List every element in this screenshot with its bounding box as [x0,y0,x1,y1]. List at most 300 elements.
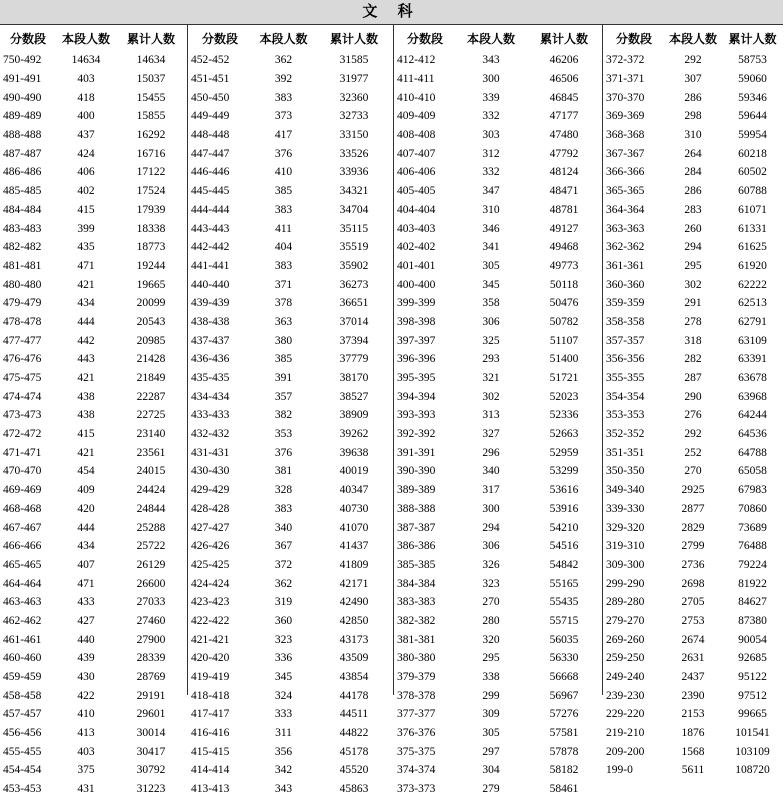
table-row [0,518,186,537]
table-row [394,574,602,593]
table-row [188,518,393,537]
segment-count-cell: 383 [274,502,293,515]
segment-count-cell: 410 [77,708,95,721]
score-range-cell: 395-395 [397,372,436,385]
table-row [0,51,186,70]
score-range-cell: 441-441 [191,259,230,272]
cumulative-count-cell: 43854 [339,671,369,684]
score-table [188,25,393,799]
cumulative-count-cell: 54210 [549,521,579,534]
segment-count-cell: 286 [684,91,702,104]
table-row [603,201,784,220]
header-range: 分数段 [201,31,238,46]
cumulative-count-cell: 76488 [738,540,767,553]
cumulative-count-cell: 44822 [339,727,369,740]
segment-count-cell: 421 [77,278,95,291]
cumulative-count-cell: 52663 [549,428,579,441]
table-row [188,369,393,388]
cumulative-count-cell: 53616 [549,484,579,497]
segment-count-cell: 372 [274,558,293,571]
score-range-cell: 369-369 [606,110,645,123]
cumulative-count-cell: 32360 [339,91,369,104]
table-row [188,257,393,276]
score-range-cell: 486-486 [3,166,42,179]
cumulative-count-cell: 25722 [136,540,166,553]
table-row [394,425,602,444]
score-range-cell: 401-401 [397,259,436,272]
cumulative-count-cell: 47177 [549,110,579,123]
score-range-cell: 402-402 [397,241,436,254]
score-range-cell: 415-415 [191,745,230,758]
score-range-cell: 362-362 [606,241,645,254]
segment-count-cell: 418 [77,91,95,104]
score-range-cell: 389-389 [397,484,436,497]
table-row [188,294,393,313]
cumulative-count-cell: 47792 [549,147,579,160]
score-range-cell: 422-422 [191,614,230,627]
table-row [188,331,393,350]
segment-count-cell: 376 [274,446,293,459]
segment-count-cell: 442 [77,334,95,347]
score-range-cell: 489-489 [3,110,42,123]
score-range-cell: 409-409 [397,110,436,123]
segment-count-cell: 391 [274,372,293,385]
score-table [394,25,602,799]
table-row [188,742,393,761]
table-row [603,556,784,575]
segment-count-cell: 471 [77,577,95,590]
cumulative-count-cell: 37779 [339,353,369,366]
column-block-2 [187,25,393,796]
cumulative-count-cell: 39638 [339,446,369,459]
cumulative-count-cell: 22287 [136,390,166,403]
score-range-cell: 357-357 [606,334,645,347]
cumulative-count-cell: 62791 [738,315,767,328]
table-row [0,481,186,500]
cumulative-count-cell: 51400 [549,353,579,366]
cumulative-count-cell: 47480 [549,129,579,142]
score-range-cell: 309-300 [606,558,645,571]
table-row [0,313,186,332]
score-range-cell: 420-420 [191,652,230,665]
segment-count-cell: 264 [684,147,702,160]
cumulative-count-cell: 24844 [136,502,166,515]
table-row [0,201,186,220]
score-range-cell: 449-449 [191,110,230,123]
table-row [603,649,784,668]
score-range-cell: 469-469 [3,484,42,497]
table-row [603,350,784,369]
segment-count-cell: 339 [482,91,500,104]
table-row [188,350,393,369]
table-row [188,649,393,668]
cumulative-count-cell: 46206 [549,54,579,67]
segment-count-cell: 313 [482,409,500,422]
header-cumulative: 累计人数 [329,31,378,46]
table-row [603,275,784,294]
cumulative-count-cell: 63678 [738,372,767,385]
segment-count-cell: 290 [684,390,702,403]
table-row [603,724,784,743]
segment-count-cell: 336 [274,652,293,665]
score-range-cell: 249-240 [606,671,645,684]
table-row [394,556,602,575]
segment-count-cell: 347 [482,185,500,198]
cumulative-count-cell: 63968 [738,390,767,403]
score-range-cell: 429-429 [191,484,230,497]
score-range-cell: 368-368 [606,129,645,142]
score-range-cell: 380-380 [397,652,436,665]
segment-count-cell: 340 [482,465,500,478]
cumulative-count-cell: 40347 [339,484,369,497]
cumulative-count-cell: 67983 [738,484,767,497]
score-range-cell: 466-466 [3,540,42,553]
score-range-cell: 279-270 [606,614,645,627]
table-row [603,574,784,593]
segment-count-cell: 299 [482,689,500,702]
segment-count-cell: 294 [482,521,500,534]
segment-count-cell: 294 [684,241,702,254]
table-row [0,219,186,238]
cumulative-count-cell: 14634 [136,54,166,67]
header-range: 分数段 [406,31,443,46]
cumulative-count-cell: 57276 [549,708,579,721]
table-row [0,275,186,294]
header-range: 分数段 [615,31,652,46]
header-row [0,25,186,51]
segment-count-cell: 385 [274,185,293,198]
score-range-cell: 475-475 [3,372,42,385]
cumulative-count-cell: 103109 [735,745,770,758]
segment-count-cell: 252 [684,446,702,459]
table-row [0,462,186,481]
cumulative-count-cell: 31585 [339,54,369,67]
header-row [394,25,602,51]
cumulative-count-cell: 34321 [339,185,369,198]
score-range-cell: 425-425 [191,558,230,571]
segment-count-cell: 260 [684,222,702,235]
cumulative-count-cell: 49468 [549,241,579,254]
segment-count-cell: 318 [684,334,702,347]
cumulative-count-cell: 99665 [738,708,767,721]
score-range-cell: 404-404 [397,203,436,216]
score-range-cell: 393-393 [397,409,436,422]
table-row [394,742,602,761]
segment-count-cell: 345 [482,278,500,291]
segment-count-cell: 303 [482,129,500,142]
table-row [0,350,186,369]
cumulative-count-cell: 57878 [549,745,579,758]
cumulative-count-cell: 19244 [136,259,166,272]
segment-count-cell: 325 [482,334,500,347]
segment-count-cell: 471 [77,259,95,272]
score-range-cell: 414-414 [191,764,230,777]
segment-count-cell: 431 [77,783,95,796]
cumulative-count-cell: 73689 [738,521,767,534]
table-row [188,500,393,519]
cumulative-count-cell: 42850 [339,614,369,627]
column-block-1 [0,25,186,796]
segment-count-cell: 409 [77,484,95,497]
cumulative-count-cell: 18773 [136,241,166,254]
cumulative-count-cell: 15855 [136,110,166,123]
score-range-cell: 485-485 [3,185,42,198]
segment-count-cell: 327 [482,428,500,441]
cumulative-count-cell: 64788 [738,446,767,459]
segment-count-cell: 5611 [681,764,705,777]
score-range-cell: 419-419 [191,671,230,684]
segment-count-cell: 392 [274,73,293,86]
score-range-cell: 375-375 [397,745,436,758]
segment-count-cell: 296 [482,446,500,459]
segment-count-cell: 407 [77,558,95,571]
score-range-cell: 382-382 [397,614,436,627]
segment-count-cell: 420 [77,502,95,515]
table-row [394,144,602,163]
table-row [394,518,602,537]
table-row [603,668,784,687]
table-row [603,107,784,126]
header-cumulative: 累计人数 [126,31,175,46]
cumulative-count-cell: 36651 [339,297,369,310]
cumulative-count-cell: 25288 [136,521,166,534]
score-range-cell: 410-410 [397,91,436,104]
score-range-cell: 392-392 [397,428,436,441]
segment-count-cell: 417 [274,129,293,142]
segment-count-cell: 2698 [681,577,705,590]
table-row [603,219,784,238]
cumulative-count-cell: 20543 [136,315,166,328]
cumulative-count-cell: 57581 [549,727,579,740]
cumulative-count-cell: 95122 [738,671,767,684]
cumulative-count-cell: 24424 [136,484,166,497]
table-row [603,144,784,163]
cumulative-count-cell: 19665 [136,278,166,291]
table-row [0,649,186,668]
score-range-cell: 463-463 [3,596,42,609]
score-range-cell: 384-384 [397,577,436,590]
segment-count-cell: 341 [482,241,500,254]
score-range-cell: 424-424 [191,577,230,590]
segment-count-cell: 292 [684,428,702,441]
score-range-cell: 412-412 [397,54,436,67]
score-range-cell: 353-353 [606,409,645,422]
table-row [0,238,186,257]
cumulative-count-cell: 30417 [136,745,166,758]
score-range-cell: 399-399 [397,297,436,310]
segment-count-cell: 413 [77,727,95,740]
score-range-cell: 269-260 [606,633,645,646]
segment-count-cell: 373 [274,110,293,123]
cumulative-count-cell: 15037 [136,73,166,86]
cumulative-count-cell: 22725 [136,409,166,422]
segment-count-cell: 438 [77,409,95,422]
table-row [0,331,186,350]
score-range-cell: 406-406 [397,166,436,179]
segment-count-cell: 311 [275,727,292,740]
cumulative-count-cell: 50782 [549,315,579,328]
score-range-cell: 487-487 [3,147,42,160]
score-range-cell: 416-416 [191,727,230,740]
table-row [188,313,393,332]
cumulative-count-cell: 97512 [738,689,767,702]
header-count: 本段人数 [466,31,515,46]
segment-count-cell: 305 [482,259,500,272]
cumulative-count-cell: 50476 [549,297,579,310]
segment-count-cell: 358 [482,297,500,310]
score-range-cell: 356-356 [606,353,645,366]
score-range-cell: 428-428 [191,502,230,515]
segment-count-cell: 306 [482,540,500,553]
segment-count-cell: 2705 [681,596,705,609]
cumulative-count-cell: 64536 [738,428,767,441]
table-row [0,163,186,182]
cumulative-count-cell: 38170 [339,372,369,385]
cumulative-count-cell: 81922 [738,577,767,590]
cumulative-count-cell: 49127 [549,222,579,235]
table-row [394,182,602,201]
segment-count-cell: 300 [482,73,500,86]
segment-count-cell: 440 [77,633,95,646]
cumulative-count-cell: 18338 [136,222,166,235]
cumulative-count-cell: 63109 [738,334,767,347]
segment-count-cell: 367 [274,540,293,553]
cumulative-count-cell: 64244 [738,409,767,422]
table-row [394,705,602,724]
table-row [394,406,602,425]
table-row [603,387,784,406]
segment-count-cell: 434 [77,297,95,310]
score-range-cell: 370-370 [606,91,645,104]
score-range-cell: 417-417 [191,708,230,721]
segment-count-cell: 338 [482,671,500,684]
segment-count-cell: 403 [77,73,95,86]
table-row [0,780,186,799]
table-row [394,257,602,276]
score-range-cell: 444-444 [191,203,230,216]
table-row [394,350,602,369]
cumulative-count-cell: 16716 [136,147,166,160]
table-row [603,500,784,519]
segment-count-cell: 2674 [681,633,705,646]
segment-count-cell: 346 [482,222,500,235]
header-cumulative: 累计人数 [728,31,777,46]
cumulative-count-cell: 28769 [136,671,166,684]
cumulative-count-cell: 70860 [738,502,767,515]
segment-count-cell: 14634 [71,54,101,67]
score-range-cell: 423-423 [191,596,230,609]
cumulative-count-cell: 50118 [549,278,579,291]
cumulative-count-cell: 60218 [738,147,767,160]
table-row [188,88,393,107]
segment-count-cell: 324 [274,689,293,702]
segment-count-cell: 380 [274,334,293,347]
table-row [394,126,602,145]
table-row [188,201,393,220]
segment-count-cell: 411 [275,222,292,235]
cumulative-count-cell: 21428 [136,353,166,366]
cumulative-count-cell: 53916 [549,502,579,515]
cumulative-count-cell: 92685 [738,652,767,665]
segment-count-cell: 298 [684,110,702,123]
table-row [394,70,602,89]
table-row [603,126,784,145]
table-row [0,724,186,743]
segment-count-cell: 439 [77,652,95,665]
table-row [188,481,393,500]
cumulative-count-cell: 55435 [549,596,579,609]
cumulative-count-cell: 62513 [738,297,767,310]
cumulative-count-cell: 17524 [136,185,166,198]
segment-count-cell: 312 [482,147,500,160]
score-range-cell: 372-372 [606,54,645,67]
table-row [0,705,186,724]
score-range-cell: 459-459 [3,671,42,684]
score-range-cell: 363-363 [606,222,645,235]
score-range-cell: 455-455 [3,745,42,758]
score-range-cell: 473-473 [3,409,42,422]
cumulative-count-cell: 61625 [738,241,767,254]
segment-count-cell: 400 [77,110,95,123]
score-range-cell: 361-361 [606,259,645,272]
table-row [603,257,784,276]
score-range-cell: 483-483 [3,222,42,235]
cumulative-count-cell: 53299 [549,465,579,478]
cumulative-count-cell: 59644 [738,110,767,123]
cumulative-count-cell: 61071 [738,203,767,216]
table-row [188,144,393,163]
segment-count-cell: 293 [482,353,500,366]
segment-count-cell: 280 [482,614,500,627]
cumulative-count-cell: 17122 [136,166,166,179]
segment-count-cell: 356 [274,745,293,758]
segment-count-cell: 437 [77,129,95,142]
cumulative-count-cell: 27460 [136,614,166,627]
segment-count-cell: 287 [684,372,702,385]
table-row [0,593,186,612]
table-row [394,313,602,332]
table-row [603,462,784,481]
segment-count-cell: 360 [274,614,293,627]
table-row [394,107,602,126]
cumulative-count-cell: 26129 [136,558,166,571]
score-range-cell: 407-407 [397,147,436,160]
score-range-cell: 451-451 [191,73,230,86]
score-range-cell: 383-383 [397,596,436,609]
cumulative-count-cell: 101541 [735,727,770,740]
segment-count-cell: 282 [684,353,702,366]
score-range-cell: 490-490 [3,91,42,104]
segment-count-cell: 422 [77,689,95,702]
segment-count-cell: 402 [77,185,95,198]
segment-count-cell: 443 [77,353,95,366]
header-count: 本段人数 [259,31,308,46]
score-range-cell: 339-330 [606,502,645,515]
cumulative-count-cell: 20985 [136,334,166,347]
segment-count-cell: 307 [684,73,702,86]
segment-count-cell: 305 [482,727,500,740]
score-range-cell: 387-387 [397,521,436,534]
segment-count-cell: 383 [274,203,293,216]
segment-count-cell: 424 [77,147,95,160]
score-range-cell: 379-379 [397,671,436,684]
table-row [603,443,784,462]
segment-count-cell: 353 [274,428,293,441]
cumulative-count-cell: 79224 [738,558,767,571]
table-row [603,294,784,313]
table-row [603,88,784,107]
table-row [603,331,784,350]
